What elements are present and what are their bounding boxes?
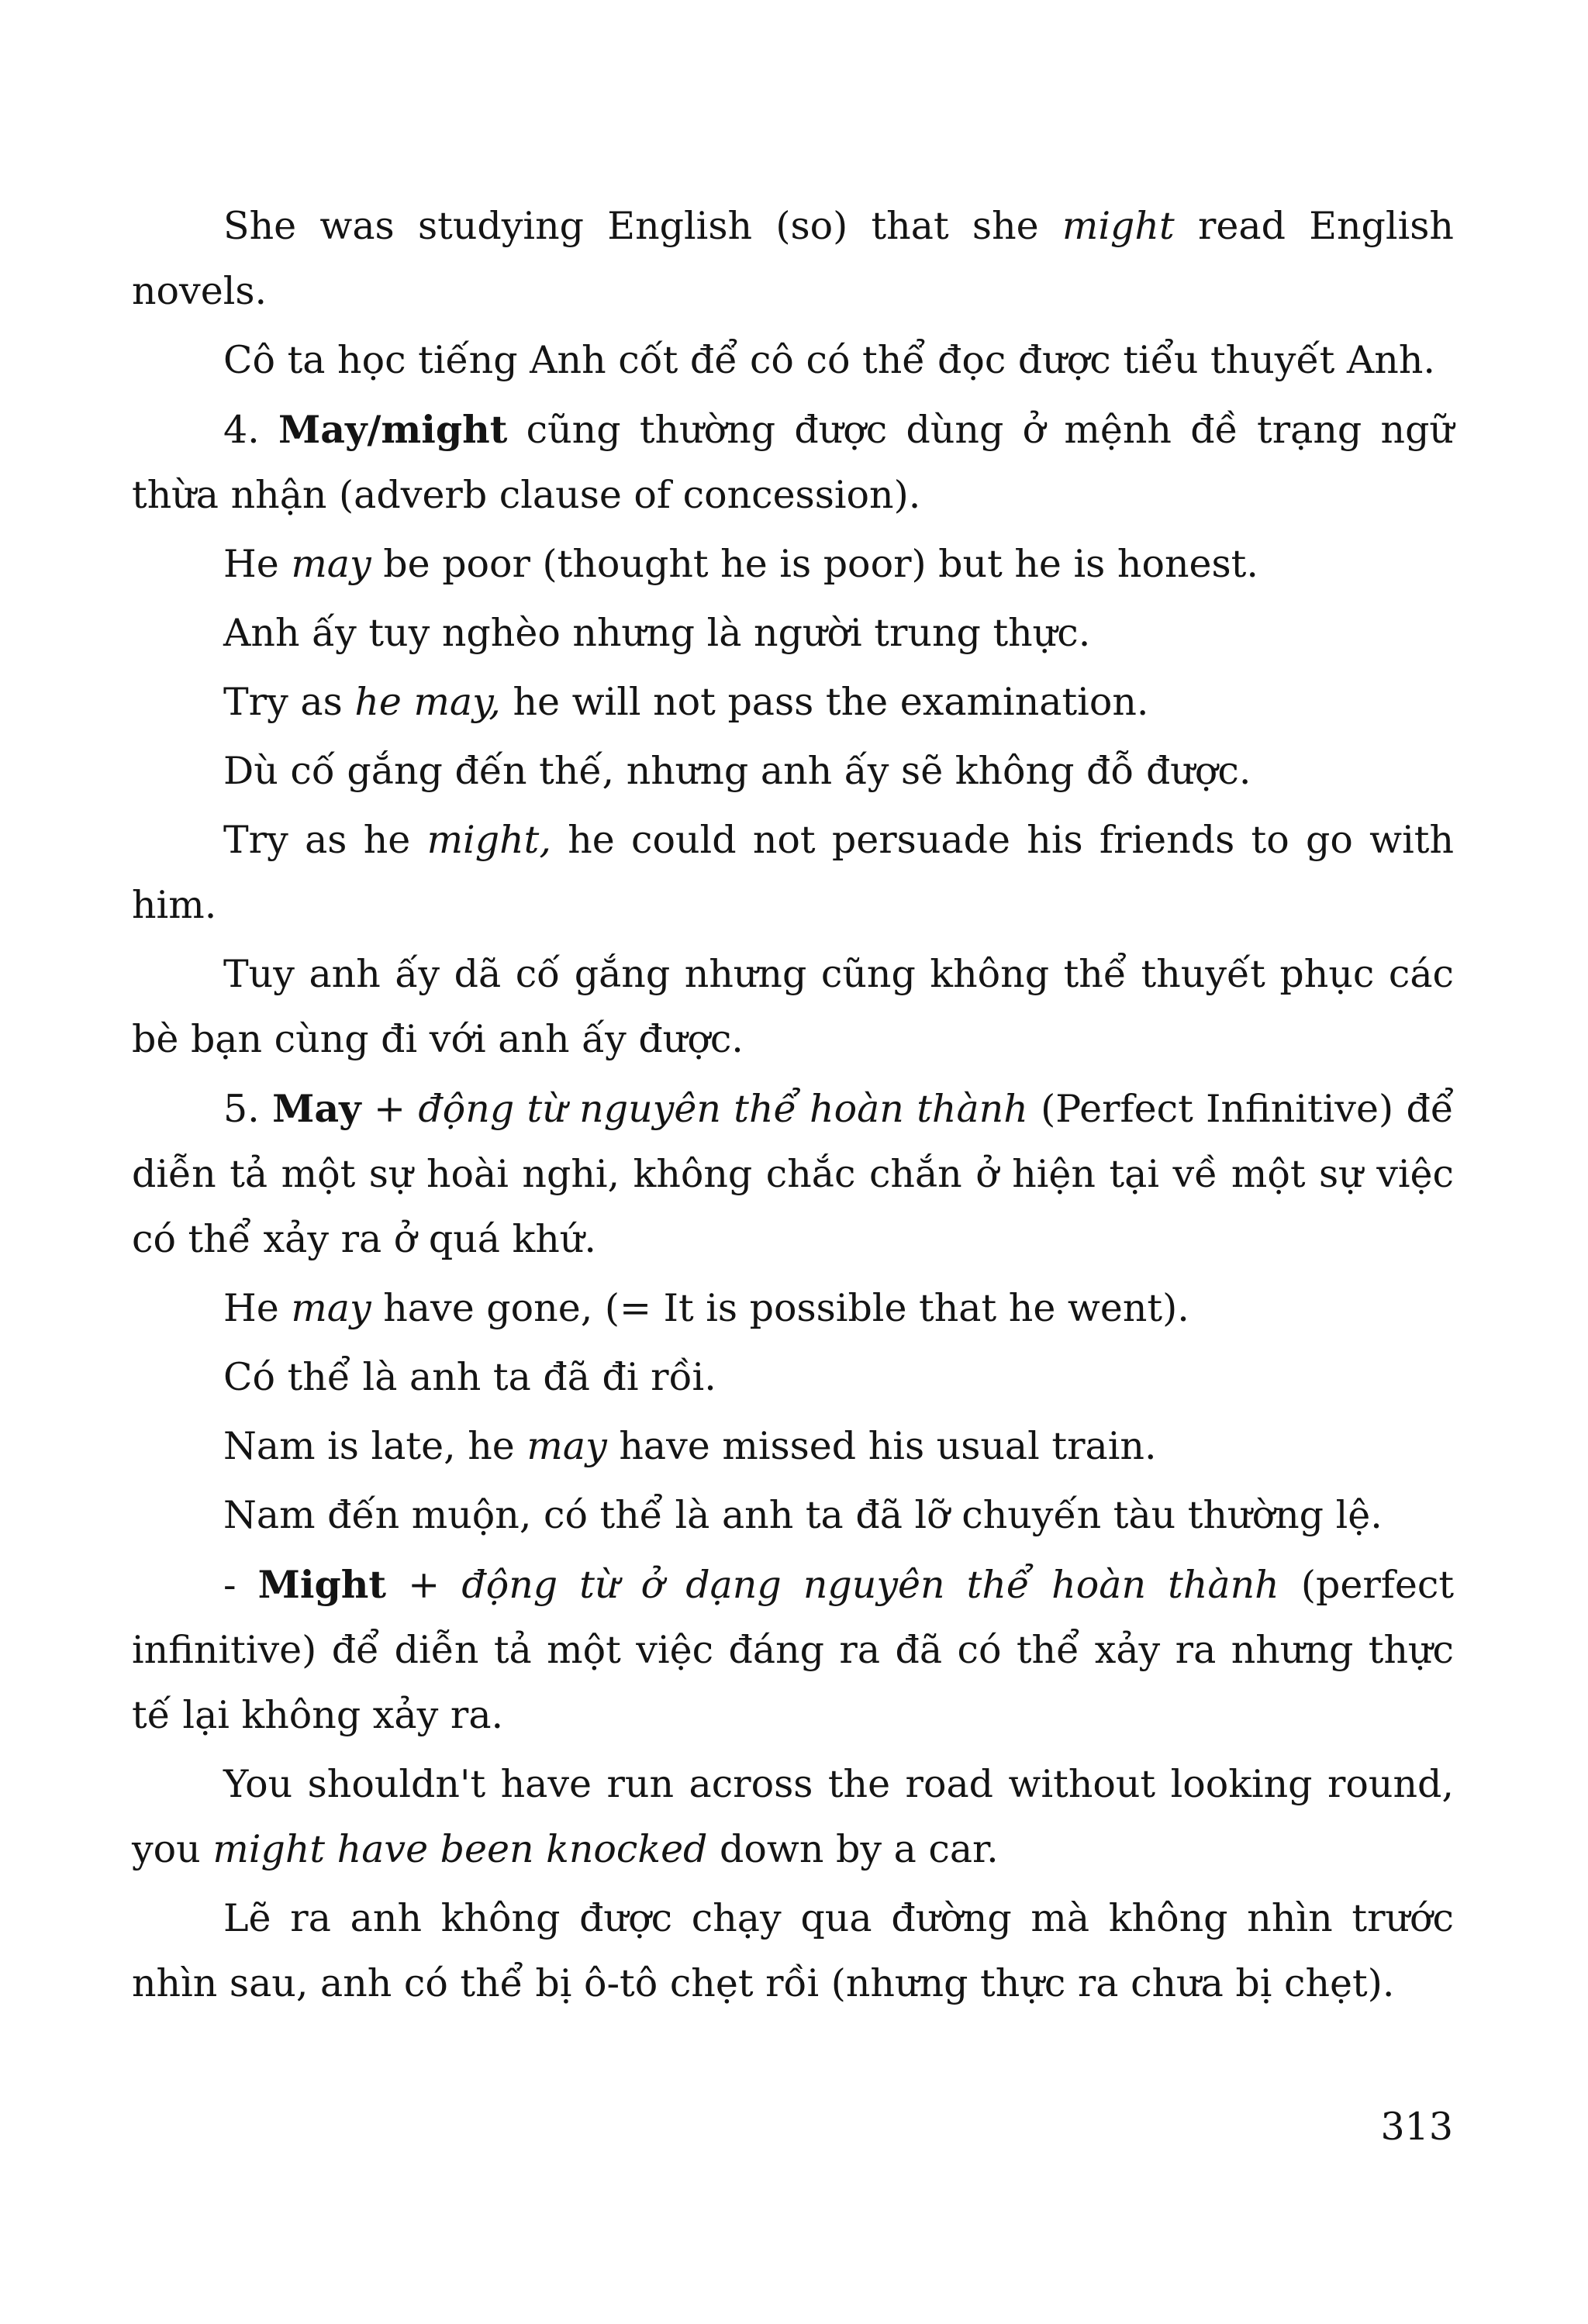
italic-run: may (291, 1286, 371, 1330)
text-run: You shouldn't have run across the road without looking round, you (132, 1762, 1454, 1871)
text-run: have gone, (= It is possible that he went). (371, 1286, 1189, 1330)
bold-run: May/might (278, 407, 508, 452)
text-run: he could not persuade his friends to go with him. (132, 818, 1454, 927)
text-run: be poor (thought he is poor) but he is honest. (371, 542, 1258, 586)
paragraph-6 (132, 670, 1454, 735)
text-run: Try as he (223, 818, 427, 862)
text-run: Tuy anh ấy dã cố gắng nhưng cũng không thể thuyết phục các bè bạn cùng đi với anh ấy được. (132, 952, 1454, 1061)
paragraph-10 (132, 1076, 1454, 1272)
italic-run: may (291, 542, 371, 586)
paragraph-2 (132, 328, 1454, 393)
italic-run: might have been knocked (212, 1827, 708, 1871)
page-body (132, 194, 1454, 2020)
paragraph-8 (132, 808, 1454, 938)
text-run: She was studying English (so) that she (223, 204, 1062, 248)
paragraph-1 (132, 194, 1454, 324)
paragraph-11 (132, 1276, 1454, 1341)
text-run: 4. (223, 408, 279, 452)
text-run: he will not pass the examination. (500, 680, 1149, 724)
paragraph-17 (132, 1886, 1454, 2016)
text-run: + (386, 1563, 462, 1607)
text-run: cũng thường được dùng ở mệnh đề trạng ngữ thừa nhận (adverb clause of concession). (132, 408, 1455, 517)
italic-run: might (1062, 204, 1175, 248)
paragraph-4 (132, 532, 1454, 597)
text-run: + (361, 1087, 419, 1131)
paragraph-12 (132, 1345, 1454, 1410)
italic-run: động từ nguyên thể hoàn thành (418, 1087, 1028, 1131)
text-run: Nam is late, he (223, 1424, 527, 1468)
text-run: Cô ta học tiếng Anh cốt để cô có thể đọc được tiểu thuyết Anh. (223, 338, 1435, 382)
paragraph-9 (132, 942, 1454, 1072)
text-run: 5. (223, 1087, 273, 1131)
text-run: Nam đến muộn, có thể là anh ta đã lỡ chuyến tàu thường lệ. (223, 1493, 1383, 1537)
text-run: (perfect infinitive) để diễn tả một việc đáng ra đã có thể xảy ra nhưng thực tế lại không xảy ra. (132, 1563, 1455, 1737)
paragraph-13 (132, 1414, 1454, 1479)
bold-run: May (272, 1086, 361, 1131)
text-run: Lẽ ra anh không được chạy qua đường mà không nhìn trước nhìn sau, anh có thể bị ô-tô chẹt rồi (nhưng thực ra chưa bị chẹt). (132, 1896, 1454, 2005)
paragraph-14 (132, 1483, 1454, 1548)
italic-run: may (526, 1424, 607, 1468)
paragraph-5 (132, 601, 1454, 666)
page-number: 313 (1380, 2105, 1453, 2149)
paragraph-3 (132, 397, 1454, 528)
text-run: He (223, 1286, 292, 1330)
text-run: Dù cố gắng đến thế, nhưng anh ấy sẽ không đỗ được. (223, 749, 1251, 793)
text-run: down by a car. (707, 1827, 999, 1871)
text-run: He (223, 542, 292, 586)
paragraph-16 (132, 1752, 1454, 1882)
italic-run: might, (426, 818, 551, 862)
text-run: read English novels. (132, 204, 1454, 313)
paragraph-15 (132, 1552, 1454, 1748)
bold-run: Might (257, 1562, 387, 1607)
text-run: - (223, 1563, 258, 1607)
text-run: Anh ấy tuy nghèo nhưng là người trung thực. (223, 611, 1091, 655)
text-run: Có thể là anh ta đã đi rồi. (223, 1355, 716, 1399)
italic-run: động từ ở dạng nguyên thể hoàn thành (461, 1563, 1279, 1607)
text-run: Try as (223, 680, 355, 724)
paragraph-7 (132, 739, 1454, 804)
text-run: (Perfect Infinitive) để diễn tả một sự hoài nghi, không chắc chắn ở hiện tại về một sự việc có thể xảy ra ở quá khứ. (132, 1087, 1454, 1261)
text-run: have missed his usual train. (606, 1424, 1157, 1468)
italic-run: he may, (354, 680, 501, 724)
